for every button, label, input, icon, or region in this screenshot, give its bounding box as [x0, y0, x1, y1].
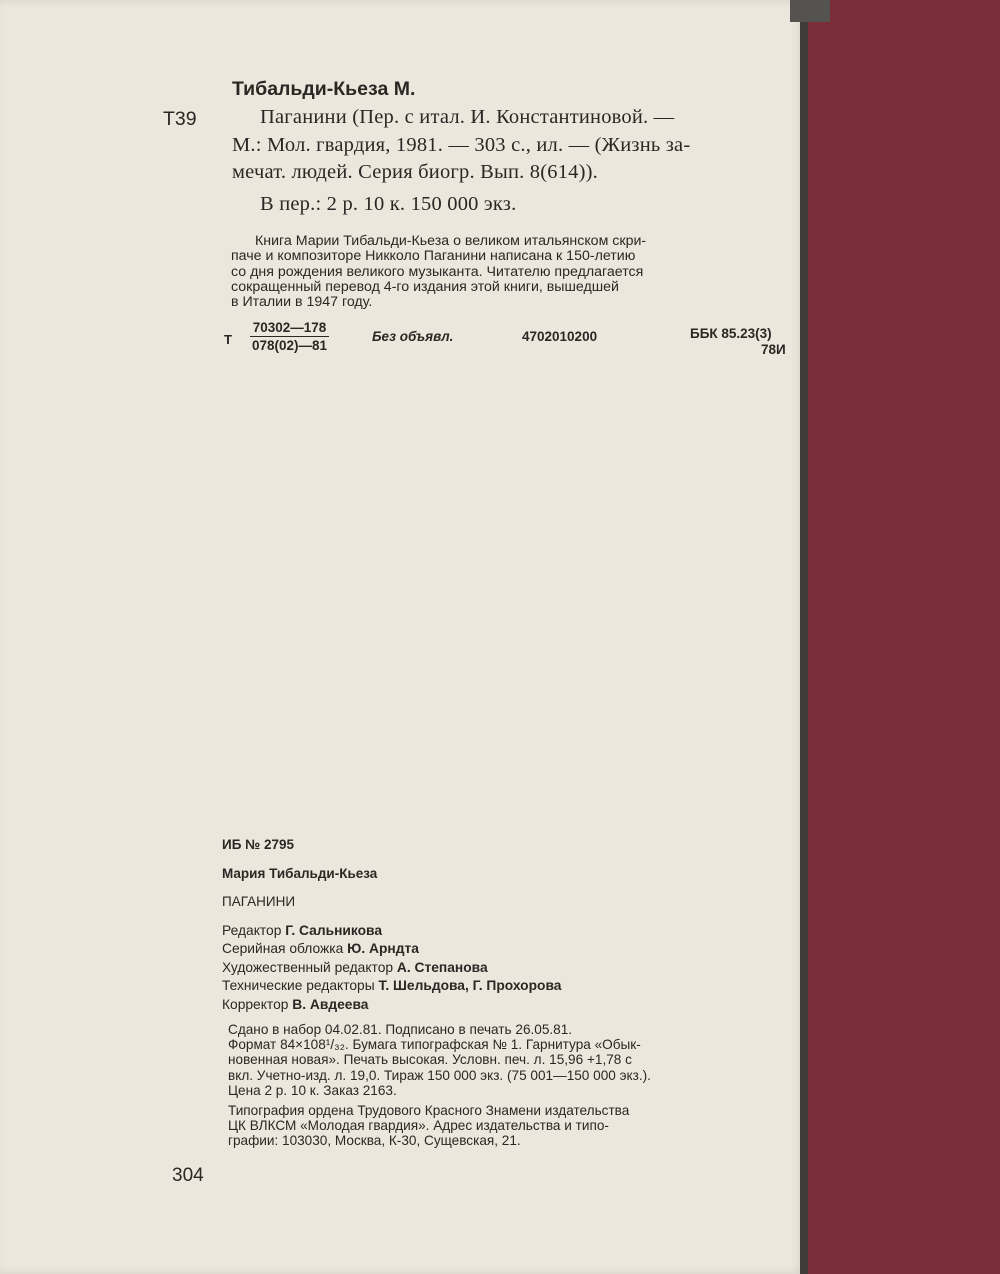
printer-line: Типография ордена Трудового Красного Знамени издательства: [228, 1103, 630, 1118]
printer-line: графии: 103030, Москва, К-30, Сущевская, 21.: [228, 1133, 521, 1149]
index-numerator: 70302—178: [250, 320, 329, 337]
title-line-1: Паганини (Пер. с итал. И. Константиновой. —: [260, 106, 675, 128]
title-line-3: мечат. людей. Серия биогр. Вып. 8(614)).: [232, 161, 598, 183]
credit-name: В. Авдеева: [292, 996, 369, 1012]
print-info-line: Цена 2 р. 10 к. Заказ 2163.: [228, 1082, 397, 1098]
credit-role: Технические редакторы: [222, 978, 375, 994]
bbk-code: ББК 85.23(3): [690, 326, 772, 341]
credit-name: Ю. Арндта: [347, 941, 419, 957]
price-line: В пер.: 2 р. 10 к. 150 000 экз.: [260, 193, 517, 215]
no-announcement-label: Без объявл.: [372, 329, 454, 344]
index-fraction: [250, 320, 329, 353]
credit-row: [222, 959, 561, 977]
credit-row: [222, 977, 561, 995]
book-cover-edge: [806, 0, 1000, 1274]
ib-number: ИБ № 2795: [222, 837, 294, 852]
annotation-line: паче и композиторе Никколо Паганини написана к 150-летию: [231, 248, 636, 265]
index-letter: Т: [224, 332, 232, 347]
print-info-block: [228, 1022, 651, 1098]
index-denominator: 078(02)—81: [252, 338, 328, 353]
credit-name: Т. Шельдова, Г. Прохорова: [378, 978, 562, 994]
page-number: 304: [172, 1165, 204, 1186]
bbk-sub-code: 78И: [761, 342, 786, 357]
annotation-line: в Италии в 1947 году.: [231, 294, 373, 311]
annotation-block: [231, 234, 646, 310]
book-title: ПАГАНИНИ: [222, 894, 296, 909]
annotation-line: сокращенный перевод 4-го издания этой книги, вышедшей: [231, 278, 619, 295]
annotation-line: со дня рождения великого музыканта. Читателю предлагается: [231, 263, 644, 280]
credit-role: Редактор: [222, 923, 282, 938]
printer-block: [228, 1103, 629, 1149]
print-info-line: Сдано в набор 04.02.81. Подписано в печать 26.05.81.: [228, 1022, 573, 1037]
book-spine-shadow: [800, 0, 808, 1274]
credit-role: Художественный редактор: [222, 959, 394, 975]
credit-role: Корректор: [222, 996, 289, 1012]
print-info-line: вкл. Учетно-изд. л. 19,0. Тираж 150 000 экз. (75 001—150 000 экз.).: [228, 1067, 651, 1083]
credits-block: [222, 922, 561, 1014]
classification-code: Т39: [163, 108, 197, 130]
credit-name: Г. Сальникова: [285, 923, 383, 938]
print-info-line: новенная новая». Печать высокая. Условн. печ. л. 15,96 +1,78 с: [228, 1052, 632, 1068]
printer-line: ЦК ВЛКСМ «Молодая гвардия». Адрес издательства и типо-: [228, 1118, 609, 1134]
credit-row: [222, 940, 561, 958]
credit-row: [222, 922, 561, 940]
index-number: 4702010200: [522, 329, 598, 344]
credit-name: А. Степанова: [396, 959, 488, 975]
cover-corner: [790, 0, 830, 22]
credit-role: Серийная обложка: [222, 941, 344, 957]
author-heading: Тибальди-Кьеза М.: [232, 78, 416, 100]
annotation-line: Книга Марии Тибальди-Кьеза о великом итальянском скри-: [255, 233, 647, 249]
credit-row: [222, 996, 561, 1014]
title-line-2: М.: Мол. гвардия, 1981. — 303 с., ил. — (Жизнь за-: [232, 134, 691, 156]
print-info-line: Формат 84×108¹/₃₂. Бумага типографская № 1. Гарнитура «Обык-: [228, 1037, 641, 1053]
author-full-name: Мария Тибальди-Кьеза: [222, 866, 378, 881]
